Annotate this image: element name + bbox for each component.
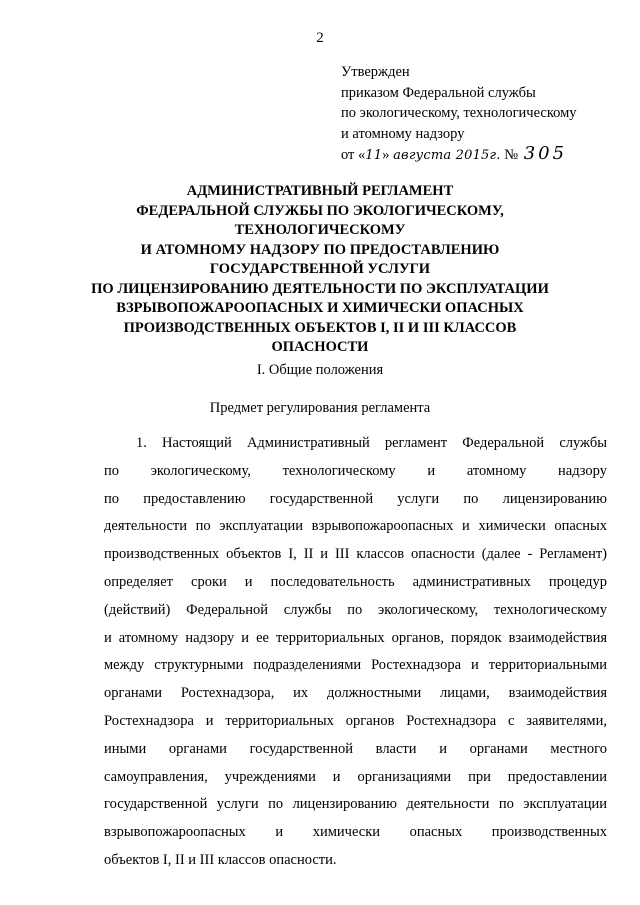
title-line: АДМИНИСТРАТИВНЫЙ РЕГЛАМЕНТ	[186, 183, 454, 199]
approval-line: по экологическому, технологическому	[341, 105, 577, 121]
title-line: ОПАСНОСТИ	[271, 339, 369, 355]
title-line: ПО ЛИЦЕНЗИРОВАНИЮ ДЕЯТЕЛЬНОСТИ ПО ЭКСПЛУАТАЦИИ	[91, 280, 549, 297]
document-title	[90, 182, 550, 358]
handwritten-day: 11	[365, 148, 383, 163]
paragraph-line: органами Ростехнадзора, их должностными лицами, взаимодействия	[104, 685, 607, 702]
title-line: ГОСУДАРСТВЕННОЙ УСЛУГИ	[209, 261, 431, 277]
approval-line: приказом Федеральной службы	[341, 84, 536, 101]
paragraph-line: Ростехнадзора и территориальных органов Ростехнадзора с заявителями,	[104, 712, 607, 729]
title-line: И АТОМНОМУ НАДЗОРУ ПО ПРЕДОСТАВЛЕНИЮ	[140, 241, 500, 258]
paragraph-line: и атомному надзору и ее территориальных органов, порядок взаимодействия	[104, 629, 607, 646]
paragraph-line: производственных объектов I, II и III классов опасности (далее - Регламент)	[104, 546, 607, 563]
handwritten-year: 2015г.	[451, 148, 501, 163]
approval-line: и атомному надзору	[341, 125, 465, 142]
subsection-heading: Предмет регулирования регламента	[209, 400, 431, 416]
title-line: ТЕХНОЛОГИЧЕСКОМУ	[234, 222, 406, 238]
date-mid: »	[382, 147, 394, 163]
paragraph-line: по предоставлению государственной услуги по лицензированию	[104, 490, 607, 507]
number-label: №	[500, 147, 522, 163]
paragraph-line: (действий) Федеральной службы по экологическому, технологическому	[104, 601, 607, 618]
paragraph-line: взрывопожароопасных и химически опасных производственных	[104, 824, 607, 841]
handwritten-order-number: 305	[523, 143, 568, 164]
paragraph-line: объектов I, II и III классов опасности.	[104, 851, 337, 868]
approval-line: Утвержден	[341, 64, 410, 80]
page-number: 2	[316, 30, 324, 46]
paragraph-line: иными органами государственной власти и органами местного	[104, 740, 607, 757]
paragraph-1	[104, 430, 607, 875]
paragraph-line: деятельности по эксплуатации взрывопожароопасных и химически опасных	[104, 518, 607, 535]
paragraph-line: самоуправления, учреждениями и организациями при предоставлении	[104, 768, 607, 785]
approval-block	[341, 62, 577, 167]
paragraph-line: определяет сроки и последовательность административных процедур	[104, 573, 607, 590]
section-heading: I. Общие положения	[256, 362, 384, 378]
title-line: ПРОИЗВОДСТВЕННЫХ ОБЪЕКТОВ I, II И III КЛАССОВ	[123, 319, 517, 336]
title-line: ВЗРЫВОПОЖАРООПАСНЫХ И ХИМИЧЕСКИ ОПАСНЫХ	[116, 300, 524, 316]
paragraph-line: по экологическому, технологическому и атомному надзору	[104, 462, 607, 479]
paragraph-line: 1. Настоящий Административный регламент Федеральной службы	[136, 435, 607, 451]
paragraph-line: государственной услуги по лицензированию деятельности по эксплуатации	[104, 796, 607, 813]
title-line: ФЕДЕРАЛЬНОЙ СЛУЖБЫ ПО ЭКОЛОГИЧЕСКОМУ,	[136, 202, 504, 219]
approval-date-line	[341, 144, 577, 167]
handwritten-month: августа	[393, 148, 452, 163]
paragraph-line: между структурными подразделениями Ростехнадзора и территориальными	[104, 657, 607, 674]
date-prefix: от «	[341, 147, 366, 163]
